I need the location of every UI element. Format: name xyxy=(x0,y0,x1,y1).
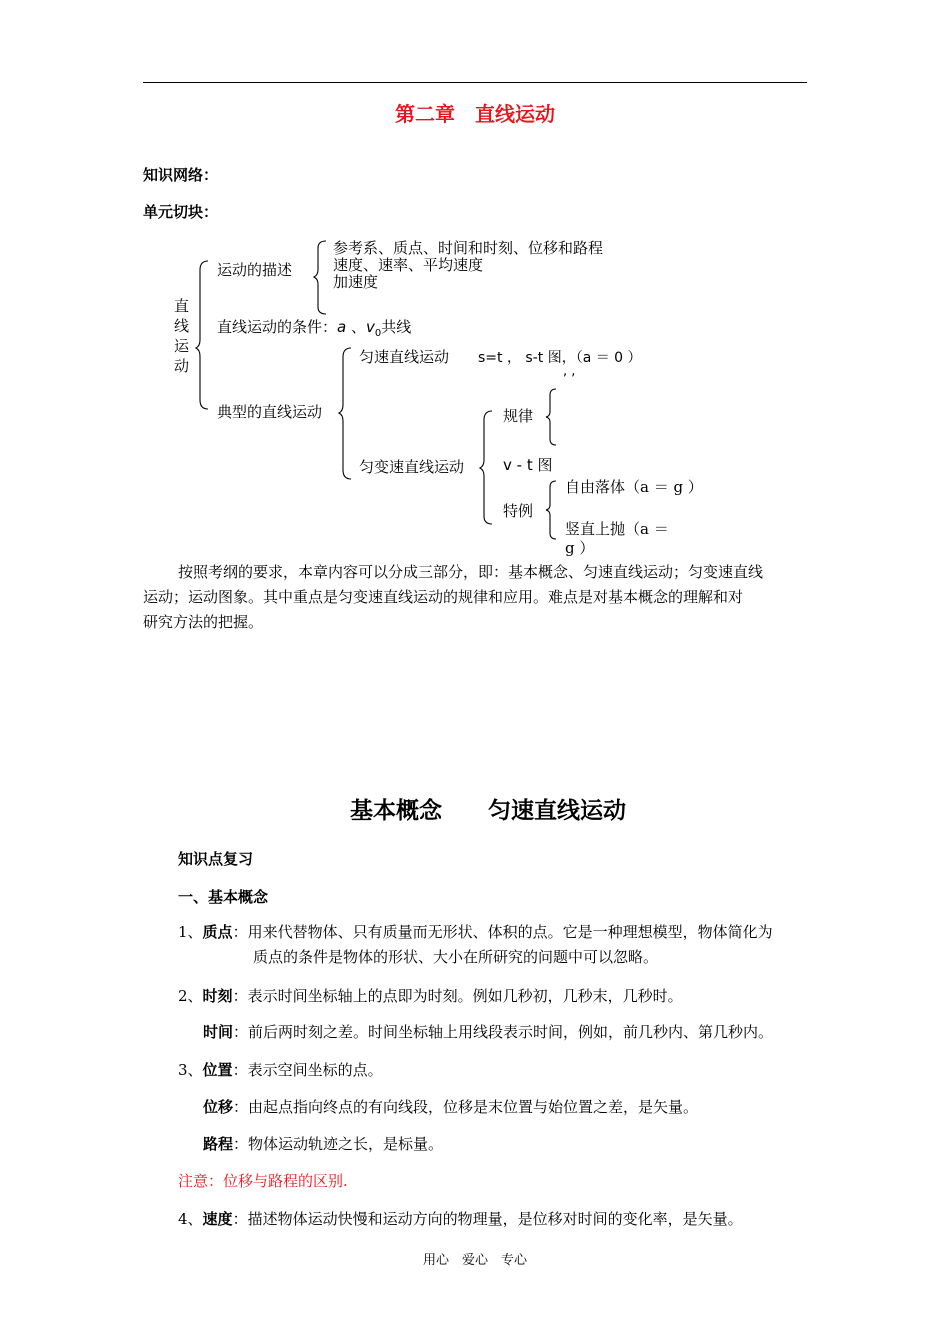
condition-v: v xyxy=(366,318,375,336)
vertical-throw-line2: g ） xyxy=(565,539,595,557)
concept-item-3c xyxy=(203,1132,443,1156)
description-item: 加速度 xyxy=(333,273,379,291)
stray-commas: , , xyxy=(563,364,576,379)
tree-root-char: 动 xyxy=(174,357,190,375)
item-number: 2、 xyxy=(178,987,203,1005)
typical-label: 典型的直线运动 xyxy=(217,403,323,421)
typical-brace xyxy=(339,347,353,481)
intro-line: 研究方法的把握。 xyxy=(143,613,264,631)
root-brace xyxy=(196,260,210,410)
condition-a: a xyxy=(337,318,347,336)
item-term: 速度 xyxy=(202,1210,233,1228)
concept-item-1-cont: 质点的条件是物体的形状、大小在所研究的问题中可以忽略。 xyxy=(253,948,659,966)
vt-label: v - t 图 xyxy=(503,456,553,474)
special-label: 特例 xyxy=(503,502,534,520)
uniform-label: 匀速直线运动 xyxy=(359,348,450,366)
concept-item-2 xyxy=(178,984,683,1008)
condition-sep: 、 xyxy=(351,318,367,336)
description-brace xyxy=(314,240,328,316)
condition-sub: 0 xyxy=(374,328,382,339)
knowledge-network-label: 知识网络： xyxy=(143,166,219,184)
free-fall: 自由落体（a ＝ g ） xyxy=(565,478,703,496)
item-text: ：用来代替物体、只有质量而无形状、体积的点。它是一种理想模型，物体简化为 xyxy=(232,923,773,941)
intro-line: 运动；运动图象。其中重点是匀变速直线运动的规律和应用。难点是对基本概念的理解和对 xyxy=(143,588,744,606)
tree-root-char: 运 xyxy=(174,337,190,355)
tree-root-char: 直 xyxy=(174,297,190,315)
description-item: 速度、速率、平均速度 xyxy=(333,256,484,274)
basic-concepts-heading: 一、基本概念 xyxy=(178,888,269,906)
description-items xyxy=(333,240,603,291)
item-term: 时间 xyxy=(203,1023,234,1041)
concept-item-3b xyxy=(203,1095,698,1119)
item-number: 1、 xyxy=(178,923,203,941)
description-item: 参考系、质点、时间和时刻、位移和路程 xyxy=(333,239,604,257)
page-footer: 用心 爱心 专心 xyxy=(422,1253,527,1268)
concept-item-3 xyxy=(178,1058,383,1082)
uniform-formula: s=t ， s-t 图，（a ＝ 0 ） xyxy=(478,350,642,366)
tree-root-char: 线 xyxy=(174,317,190,335)
note-text: 注意：位移与路程的区别. xyxy=(178,1172,348,1190)
item-text: ：物体运动轨迹之长，是标量。 xyxy=(233,1135,444,1153)
section-title: 基本概念 匀速直线运动 xyxy=(350,798,626,824)
review-label: 知识点复习 xyxy=(178,850,254,868)
item-term: 路程 xyxy=(203,1135,234,1153)
header-rule xyxy=(143,82,807,83)
vertical-throw-line1: 竖直上抛（a ＝ xyxy=(565,520,669,538)
item-term: 位移 xyxy=(203,1098,234,1116)
item-text: ：描述物体运动快慢和运动方向的物理量，是位移对时间的变化率，是矢量。 xyxy=(232,1210,743,1228)
condition-prefix: 直线运动的条件： xyxy=(217,318,338,336)
condition-line xyxy=(217,316,411,339)
concept-item-1 xyxy=(178,920,773,944)
description-label: 运动的描述 xyxy=(217,261,293,279)
chapter-title: 第二章 直线运动 xyxy=(395,102,555,126)
item-number: 4、 xyxy=(178,1210,203,1228)
accel-label: 匀变速直线运动 xyxy=(359,458,465,476)
item-term: 质点 xyxy=(202,923,233,941)
law-label: 规律 xyxy=(503,407,534,425)
condition-suffix: 共线 xyxy=(381,318,412,336)
unit-section-label: 单元切块： xyxy=(143,203,219,221)
item-number: 3、 xyxy=(178,1061,203,1079)
intro-line: 按照考纲的要求，本章内容可以分成三部分，即：基本概念、匀速直线运动；匀变速直线 xyxy=(178,563,764,581)
item-text: ：由起点指向终点的有向线段，位移是末位置与始位置之差，是矢量。 xyxy=(233,1098,699,1116)
concept-item-4 xyxy=(178,1207,743,1231)
accel-brace xyxy=(480,410,494,526)
item-text: ：前后两时刻之差。时间坐标轴上用线段表示时间，例如，前几秒内、第几秒内。 xyxy=(233,1023,774,1041)
special-brace xyxy=(546,480,558,540)
tree-root-vertical xyxy=(174,296,190,376)
concept-item-2b xyxy=(203,1020,773,1044)
item-term: 位置 xyxy=(202,1061,233,1079)
item-text: ：表示时间坐标轴上的点即为时刻。例如几秒初，几秒末，几秒时。 xyxy=(232,987,683,1005)
item-text: ：表示空间坐标的点。 xyxy=(232,1061,383,1079)
item-term: 时刻 xyxy=(202,987,233,1005)
law-brace xyxy=(546,388,558,446)
